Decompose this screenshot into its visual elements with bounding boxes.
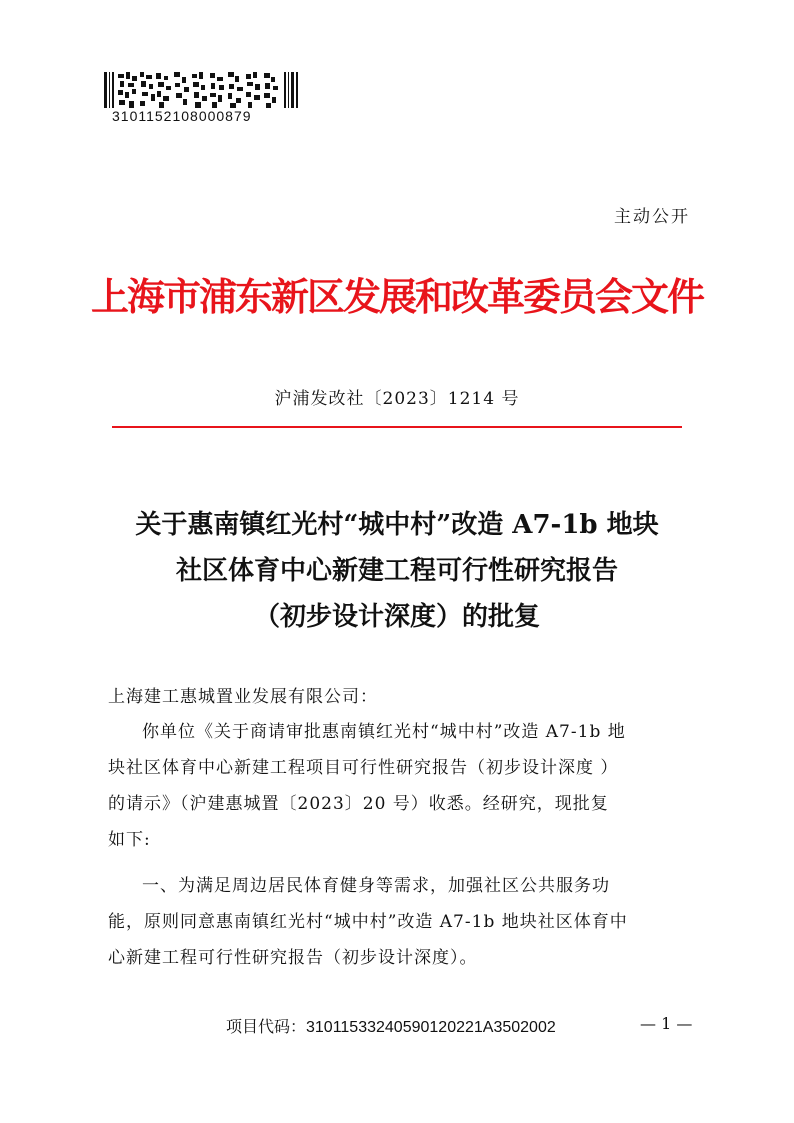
paragraph-1 <box>108 714 686 858</box>
paragraph-1-line-3: 的请示》（沪建惠城置〔2023〕20 号）收悉。经研究，现批复 <box>108 794 609 814</box>
paragraph-2-line-3: 心新建工程可行性研究报告（初步设计深度）。 <box>108 948 478 968</box>
title-line-2: 社区体育中心新建工程可行性研究报告 <box>175 556 618 586</box>
disclosure-label: 主动公开 <box>614 207 690 227</box>
title-line-1: 关于惠南镇红光村“城中村”改造 A7-1b 地块 <box>135 510 659 540</box>
barcode-image <box>104 72 298 108</box>
barcode-number: 3101152108000879 <box>112 108 252 124</box>
red-divider <box>112 426 682 428</box>
paragraph-2-line-1: 一、为满足周边居民体育健身等需求，加强社区公共服务功 <box>142 876 610 896</box>
addressee: 上海建工惠城置业发展有限公司： <box>108 687 378 707</box>
paragraph-2 <box>108 868 686 976</box>
title-line-3: （初步设计深度）的批复 <box>253 602 540 632</box>
paragraph-1-line-2: 块社区体育中心新建工程项目可行性研究报告（初步设计深度 ） <box>108 758 619 778</box>
paragraph-1-line-4: 如下: <box>108 830 151 850</box>
project-code: 项目代码：31011533240590120221A3502002 <box>226 1019 556 1036</box>
paragraph-2-line-2: 能，原则同意惠南镇红光村“城中村”改造 A7-1b 地块社区体育中 <box>108 912 628 932</box>
page-number: — 1 — <box>640 1014 693 1033</box>
document-title <box>0 502 794 640</box>
document-number: 沪浦发改社〔2023〕1214 号 <box>274 389 520 409</box>
issuer-header: 上海市浦东新区发展和改革委员会文件 <box>90 274 703 319</box>
paragraph-1-line-1: 你单位《关于商请审批惠南镇红光村“城中村”改造 A7-1b 地 <box>142 722 626 742</box>
